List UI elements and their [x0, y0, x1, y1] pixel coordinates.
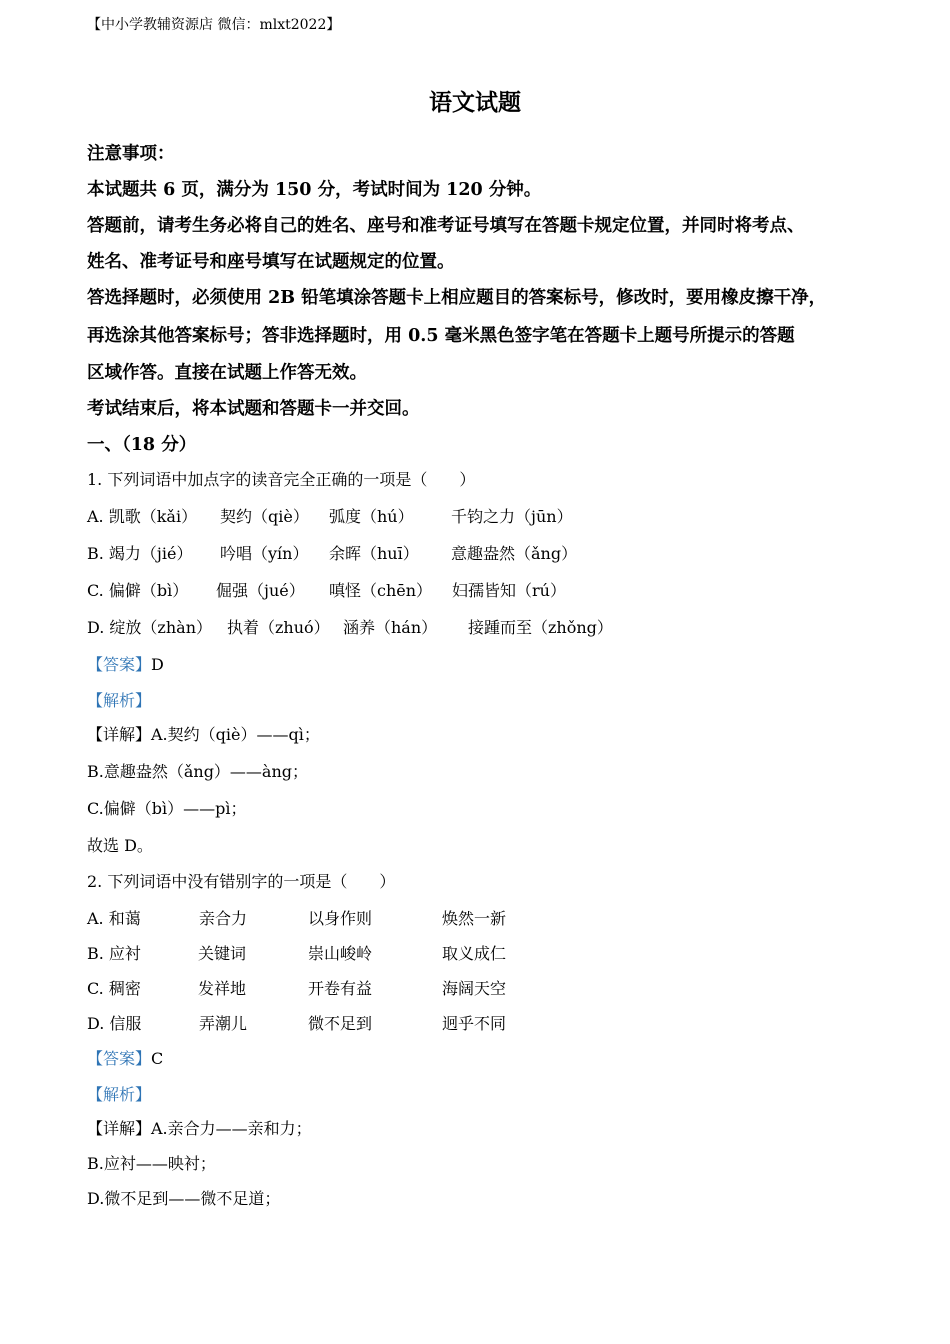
q2-analysis-label: 【解析】: [87, 1085, 152, 1104]
answer-value: C: [151, 1049, 164, 1068]
q2-detail: 【详解】A.亲合力——亲和力；: [87, 1119, 312, 1138]
option-cell: 以身作则: [308, 909, 373, 928]
q1-detail: B.意趣盎然（ǎng）——àng；: [87, 762, 309, 781]
q1-option-b: [87, 541, 577, 564]
q2-answer: [87, 1046, 163, 1069]
notice-line: 答题前，请考生务必将自己的姓名、座号和准考证号填写在答题卡规定位置，并同时将考点、: [87, 216, 805, 236]
option-cell: 亲合力: [199, 909, 248, 928]
option-cell: A. 凯歌（kǎi）: [87, 507, 198, 526]
q2-detail: D.微不足到——微不足道；: [87, 1189, 281, 1208]
option-cell: 执着（zhuó）: [227, 618, 330, 637]
q2-option-b: [87, 941, 506, 964]
option-cell: 取义成仁: [442, 944, 507, 963]
page-title: 语文试题: [429, 89, 521, 116]
option-cell: C. 偏僻（bì）: [87, 581, 189, 600]
option-cell: 吟唱（yín）: [220, 544, 309, 563]
option-cell: 妇孺皆知（rú）: [452, 581, 566, 600]
option-cell: 千钧之力（jūn）: [451, 507, 573, 526]
option-cell: 关键词: [198, 944, 247, 963]
option-cell: 接踵而至（zhǒng）: [468, 618, 613, 637]
q1-detail: C.偏僻（bì）——pì；: [87, 799, 247, 818]
option-cell: 契约（qiè）: [220, 507, 309, 526]
question-2-stem: 2. 下列词语中没有错别字的一项是（ ）: [87, 872, 396, 891]
option-cell: D. 信服: [87, 1014, 142, 1033]
option-cell: 弄潮儿: [199, 1014, 248, 1033]
notice-line: 本试题共 6 页，满分为 150 分，考试时间为 120 分钟。: [87, 180, 542, 200]
option-cell: 迥乎不同: [442, 1014, 507, 1033]
q1-detail: 故选 D。: [87, 836, 153, 855]
option-cell: C. 稠密: [87, 979, 141, 998]
option-cell: 发祥地: [198, 979, 247, 998]
q2-option-a: [87, 906, 506, 929]
section-heading: 一、（18 分）: [87, 435, 197, 455]
notice-line: 再选涂其他答案标号；答非选择题时，用 0.5 毫米黑色签字笔在答题卡上题号所提示的答题: [87, 326, 795, 346]
notice-line: 姓名、准考证号和座号填写在试题规定的位置。: [87, 252, 455, 272]
option-cell: B. 应衬: [87, 944, 141, 963]
notice-line: 区域作答。直接在试题上作答无效。: [87, 363, 367, 383]
q2-option-c: [87, 976, 506, 999]
q1-answer: [87, 652, 164, 675]
option-cell: 涵养（hán）: [343, 618, 438, 637]
q1-analysis-label: 【解析】: [87, 691, 152, 710]
option-cell: 崇山峻岭: [308, 944, 373, 963]
answer-label: 【答案】: [87, 655, 152, 674]
option-cell: 弧度（hú）: [329, 507, 414, 526]
option-cell: A. 和蔼: [87, 909, 141, 928]
option-cell: 开卷有益: [308, 979, 373, 998]
notice-heading: 注意事项：: [87, 144, 175, 164]
option-cell: 微不足到: [308, 1014, 373, 1033]
notice-line: 答选择题时，必须使用 2B 铅笔填涂答题卡上相应题目的答案标号，修改时，要用橡皮擦干净，: [87, 288, 827, 308]
question-1-stem: 1. 下列词语中加点字的读音完全正确的一项是（ ）: [87, 470, 476, 489]
option-cell: 海阔天空: [442, 979, 507, 998]
q2-detail: B.应衬——映衬；: [87, 1154, 216, 1173]
option-cell: B. 竭力（jié）: [87, 544, 193, 563]
q1-option-c: [87, 578, 566, 601]
q1-option-a: [87, 504, 573, 527]
option-cell: D. 绽放（zhàn）: [87, 618, 213, 637]
option-cell: 意趣盎然（ǎng）: [451, 544, 578, 563]
answer-label: 【答案】: [87, 1049, 152, 1068]
option-cell: 嗔怪（chēn）: [329, 581, 433, 600]
page-header: 【中小学教辅资源店 微信：mlxt2022】: [87, 17, 341, 33]
q1-option-d: [87, 615, 613, 638]
notice-line: 考试结束后，将本试题和答题卡一并交回。: [87, 399, 420, 419]
q1-detail: 【详解】A.契约（qiè）——qì；: [87, 725, 320, 744]
q2-option-d: [87, 1011, 506, 1034]
option-cell: 焕然一新: [442, 909, 507, 928]
answer-value: D: [151, 655, 164, 674]
option-cell: 倔强（jué）: [216, 581, 305, 600]
option-cell: 余晖（huī）: [329, 544, 419, 563]
